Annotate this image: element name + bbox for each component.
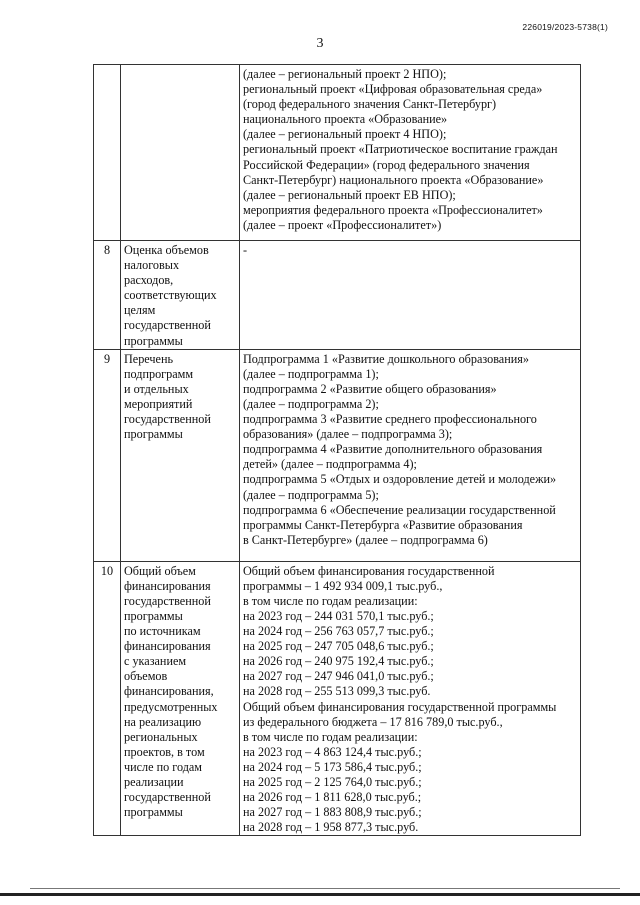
- row-number: [94, 65, 121, 241]
- row-value-line: Общий объем финансирования государственной программы: [243, 699, 557, 714]
- row-name-line: Перечень: [124, 351, 174, 366]
- row-value-line: подпрограмма 6 «Обеспечение реализации государственной: [243, 502, 556, 517]
- row-name-line: числе по годам: [124, 759, 203, 774]
- document-registration-number: 226019/2023-5738(1): [522, 22, 608, 32]
- row-value-line: детей» (далее – подпрограмма 4);: [243, 457, 417, 472]
- row-name-line: на реализацию: [124, 714, 202, 729]
- row-name-line: программы: [124, 333, 183, 348]
- table-row: [94, 241, 581, 350]
- row-value-line: в том числе по годам реализации:: [243, 593, 418, 608]
- row-value-line: на 2025 год – 2 125 764,0 тыс.руб.;: [243, 774, 422, 789]
- row-name-line: Оценка объемов: [124, 243, 209, 257]
- row-name: [121, 349, 240, 561]
- row-number: 8: [94, 241, 121, 350]
- table-row: [94, 561, 581, 836]
- row-name-line: финансирования: [124, 578, 211, 593]
- row-value-line: (далее – подпрограмма 2);: [243, 396, 379, 411]
- row-name-line: финансирования: [124, 639, 211, 654]
- row-value-line: программы – 1 492 934 009,1 тыс.руб.,: [243, 578, 443, 593]
- row-name-line: проектов, в том: [124, 744, 205, 759]
- row-value-line: на 2023 год – 4 863 124,4 тыс.руб.;: [243, 744, 422, 759]
- row-value-line: на 2024 год – 256 763 057,7 тыс.руб.;: [243, 624, 434, 639]
- row-value-line: на 2027 год – 1 883 808,9 тыс.руб.;: [243, 805, 422, 820]
- row-name-line: государственной: [124, 790, 211, 805]
- row-name-line: государственной: [124, 318, 211, 333]
- row-value-line: региональный проект «Цифровая образовательная среда»: [243, 82, 543, 97]
- row-value-line: в том числе по годам реализации:: [243, 729, 418, 744]
- row-value: [240, 561, 581, 836]
- row-value-line: на 2026 год – 240 975 192,4 тыс.руб.;: [243, 654, 434, 669]
- row-name-line: программы: [124, 608, 183, 623]
- row-name-line: государственной: [124, 412, 211, 427]
- row-value: [240, 65, 581, 241]
- row-value-line: (далее – региональный проект ЕВ НПО);: [243, 187, 456, 202]
- row-value-line: на 2028 год – 1 958 877,3 тыс.руб.: [243, 820, 419, 835]
- row-value: [240, 349, 581, 561]
- table-row: [94, 349, 581, 561]
- row-name-line: предусмотренных: [124, 699, 218, 714]
- row-name-line: с указанием: [124, 654, 187, 669]
- row-value-line: на 2024 год – 5 173 586,4 тыс.руб.;: [243, 759, 422, 774]
- row-name-line: государственной: [124, 593, 211, 608]
- row-name-line: налоговых: [124, 258, 180, 273]
- row-value-line: из федерального бюджета – 17 816 789,0 тыс.руб.,: [243, 714, 503, 729]
- row-name-line: мероприятий: [124, 396, 193, 411]
- row-value-line: на 2026 год – 1 811 628,0 тыс.руб.;: [243, 790, 422, 805]
- row-value-line: мероприятия федерального проекта «Профессионалитет»: [243, 202, 543, 217]
- row-name-line: программы: [124, 805, 183, 820]
- row-value-line: на 2028 год – 255 513 099,3 тыс.руб.: [243, 684, 431, 699]
- row-value-line: (город федерального значения Санкт-Петербург): [243, 97, 497, 112]
- row-name: [121, 561, 240, 836]
- row-value-line: (далее – региональный проект 4 НПО);: [243, 127, 447, 142]
- row-value-line: на 2023 год – 244 031 570,1 тыс.руб.;: [243, 608, 434, 623]
- row-value-line: Российской Федерации» (город федерального значения: [243, 157, 530, 172]
- row-name-line: региональных: [124, 729, 198, 744]
- scan-edge-line: [30, 888, 620, 889]
- scan-bottom-border: [0, 893, 640, 896]
- row-name-line: и отдельных: [124, 381, 189, 396]
- row-name-line: Общий объем: [124, 563, 196, 578]
- row-value-line: в Санкт-Петербурге» (далее – подпрограмма 6): [243, 532, 488, 547]
- row-value-line: Санкт-Петербург) национального проекта «Образование»: [243, 172, 544, 187]
- row-name-line: реализации: [124, 774, 184, 789]
- row-value-line: (далее – проект «Профессионалитет»): [243, 217, 442, 232]
- row-value-line: Общий объем финансирования государственной: [243, 563, 495, 578]
- row-value-line: национального проекта «Образование»: [243, 112, 448, 127]
- row-number: 9: [94, 349, 121, 561]
- row-value-line: подпрограмма 3 «Развитие среднего профессионального: [243, 412, 537, 427]
- row-value-line: подпрограмма 4 «Развитие дополнительного образования: [243, 442, 543, 457]
- table-row: [94, 65, 581, 241]
- row-name: [121, 241, 240, 350]
- page-number: 3: [316, 36, 324, 51]
- row-value-line: (далее – подпрограмма 1);: [243, 366, 379, 381]
- row-value: [240, 241, 581, 350]
- row-number: 10: [94, 561, 121, 836]
- row-name-line: объемов: [124, 669, 168, 684]
- row-name-line: целям: [124, 303, 156, 318]
- program-passport-table: [93, 64, 581, 836]
- row-name: [121, 65, 240, 241]
- row-value-line: региональный проект «Патриотическое воспитание граждан: [243, 142, 558, 157]
- row-name-line: расходов,: [124, 273, 174, 288]
- row-name-line: финансирования,: [124, 684, 214, 699]
- row-value-line: Подпрограмма 1 «Развитие дошкольного образования»: [243, 351, 529, 366]
- row-name-line: подпрограмм: [124, 366, 194, 381]
- row-name-line: соответствующих: [124, 288, 217, 303]
- row-value-line: на 2027 год – 247 946 041,0 тыс.руб.;: [243, 669, 434, 684]
- row-value-line: (далее – подпрограмма 5);: [243, 487, 379, 502]
- row-value-line: программы Санкт-Петербурга «Развитие образования: [243, 517, 523, 532]
- row-name-line: программы: [124, 427, 183, 442]
- row-value-line: -: [243, 243, 248, 257]
- row-value-line: образования» (далее – подпрограмма 3);: [243, 427, 453, 442]
- row-name-line: по источникам: [124, 624, 201, 639]
- row-value-line: подпрограмма 2 «Развитие общего образования»: [243, 381, 497, 396]
- row-value-line: (далее – региональный проект 2 НПО);: [243, 67, 447, 81]
- row-value-line: на 2025 год – 247 705 048,6 тыс.руб.;: [243, 639, 434, 654]
- row-value-line: подпрограмма 5 «Отдых и оздоровление детей и молодежи»: [243, 472, 557, 487]
